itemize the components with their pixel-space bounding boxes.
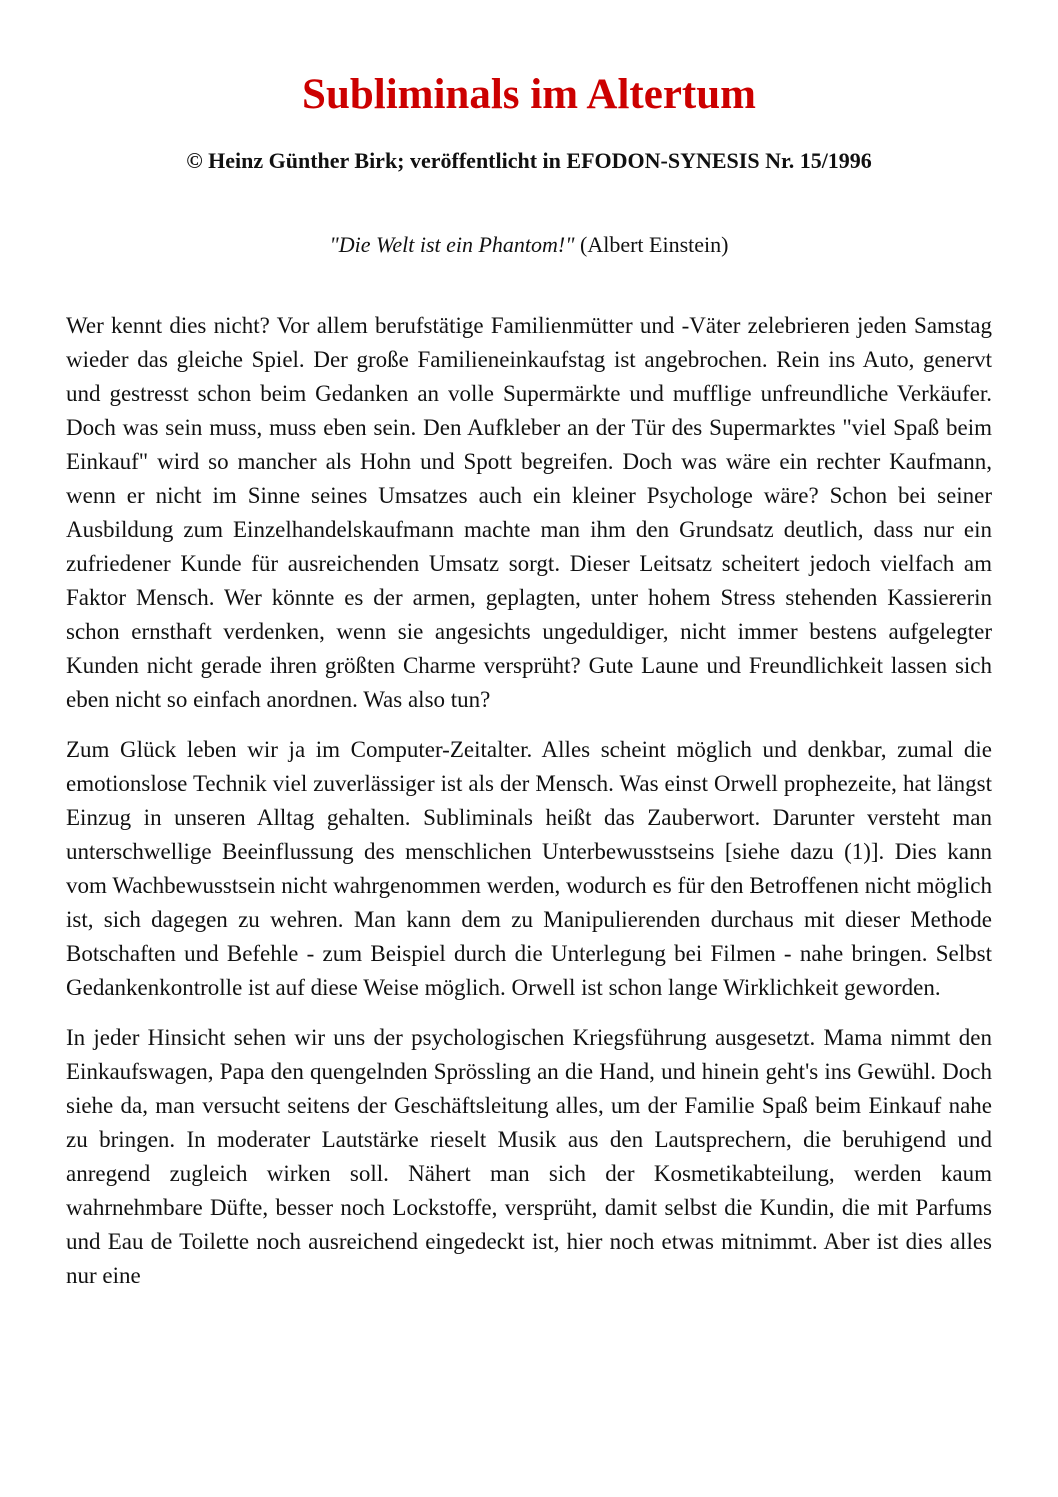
paragraph-2: Zum Glück leben wir ja im Computer-Zeitalter. Alles scheint möglich und denkbar, zumal die emotionslose Technik viel zuverlässiger ist als der Mensch. Was einst Orwell prophezeite, hat längst Einzug in unseren Alltag gehalten. Subliminals heißt das Zauberwort. Darunter versteht man unterschwellige Beeinflussung des menschlichen Unterbewusstseins [siehe dazu (1)]. Dies kann vom Wachbewusstsein nicht wahrgenommen werden, wodurch es für den Betroffenen nicht möglich ist, sich dagegen zu wehren. Man kann dem zu Manipulierenden durchaus mit dieser Methode Botschaften und Befehle - zum Beispiel durch die Unterlegung bei Filmen - nahe bringen. Selbst Gedankenkontrolle ist auf diese Weise möglich. Orwell ist schon lange Wirklichkeit geworden. — [66, 737, 992, 1000]
epigraph — [66, 230, 992, 260]
paragraph-1: Wer kennt dies nicht? Vor allem berufstätige Familienmütter und -Väter zelebrieren jeden Samstag wieder das gleiche Spiel. Der große Familieneinkaufstag ist angebrochen. Rein ins Auto, genervt und gestresst schon beim Gedanken an volle Supermärkte und mufflige unfreundliche Verkäufer. Doch was sein muss, muss eben sein. Den Aufkleber an der Tür des Supermarktes "viel Spaß beim Einkauf" wird so mancher als Hohn und Spott begreifen. Doch was wäre ein rechter Kaufmann, wenn er nicht im Sinne seines Umsatzes auch ein kleiner Psychologe wäre? Schon bei seiner Ausbildung zum Einzelhandelskaufmann machte man ihm den Grundsatz deutlich, dass nur ein zufriedener Kunde für ausreichenden Umsatz sorgt. Dieser Leitsatz scheitert jedoch vielfach am Faktor Mensch. Wer könnte es der armen, geplagten, unter hohem Stress stehenden Kassiererin schon ernsthaft verdenken, wenn sie angesichts ungeduldiger, nicht immer bestens aufgelegter Kunden nicht gerade ihren größten Charme versprüht? Gute Laune und Freundlichkeit lassen sich eben nicht so einfach anordnen. Was also tun? — [66, 313, 992, 712]
epigraph-source: (Albert Einstein) — [580, 232, 729, 257]
paragraph-3: In jeder Hinsicht sehen wir uns der psychologischen Kriegsführung ausgesetzt. Mama nimmt den Einkaufswagen, Papa den quengelnden Sprössling an die Hand, und hinein geht's ins Gewühl. Doch siehe da, man versucht seitens der Geschäftsleitung alles, um der Familie Spaß beim Einkauf nahe zu bringen. In moderater Lautstärke rieselt Musik aus den Lautsprechern, die beruhigend und anregend zugleich wirken soll. Nähert man sich der Kosmetikabteilung, werden kaum wahrnehmbare Düfte, besser noch Lockstoffe, versprüht, damit selbst die Kundin, die mit Parfums und Eau de Toilette noch ausreichend eingedeckt ist, hier noch etwas mitnimmt. Aber ist dies alles nur eine — [66, 1025, 992, 1288]
document-title: Subliminals im Altertum — [302, 71, 756, 118]
author-byline: © Heinz Günther Birk; veröffentlicht in EFODON-SYNESIS Nr. 15/1996 — [186, 148, 872, 173]
document-page — [66, 0, 992, 1309]
article-body — [66, 309, 992, 1293]
epigraph-quote: "Die Welt ist ein Phantom!" — [329, 232, 575, 257]
